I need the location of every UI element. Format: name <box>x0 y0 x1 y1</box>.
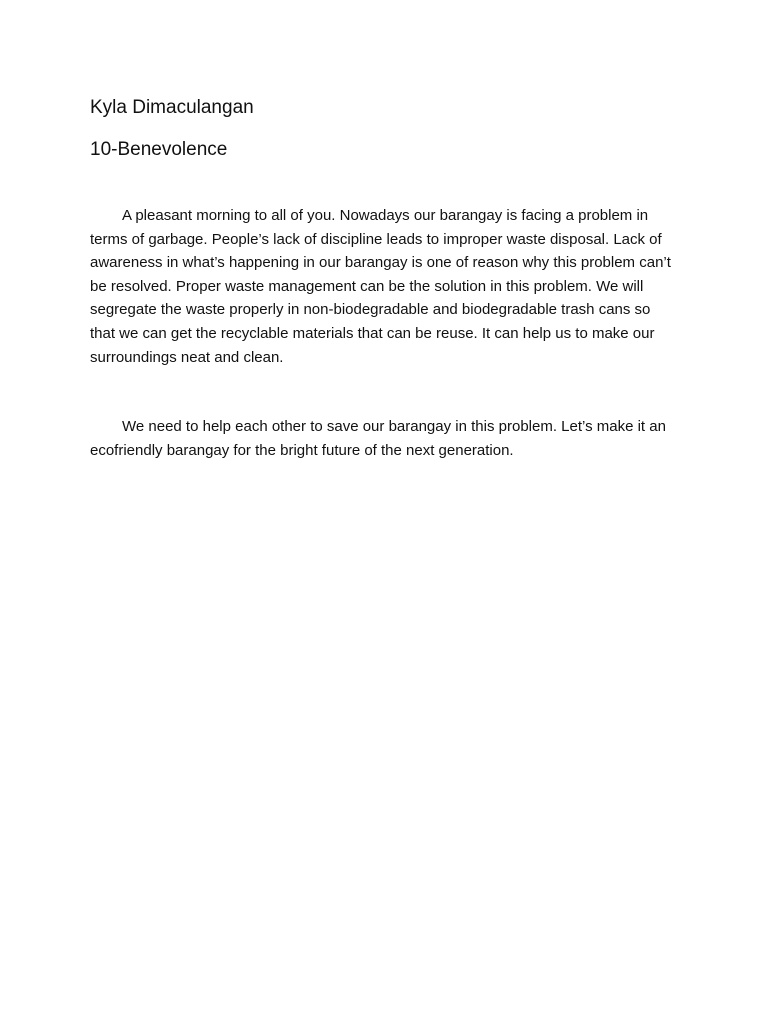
paragraph: A pleasant morning to all of you. Nowadays our barangay is facing a problem in terms of garbage. People’s lack of discipline leads to improper waste disposal. Lack of awareness in what’s happening in our barangay is one of reason why this problem can’t be resolved. Proper waste management can be the solution in this problem. We will segregate the waste properly in non-biodegradable and biodegradable trash cans so that we can get the recyclable materials that can be reuse. It can help us to make our surroundings neat and clean. <box>90 207 671 366</box>
paragraph: We need to help each other to save our barangay in this problem. Let’s make it an ecofriendly barangay for the bright future of the next generation. <box>90 418 666 459</box>
author-name: Kyla Dimaculangan <box>90 97 254 118</box>
class-section: 10-Benevolence <box>90 139 228 160</box>
